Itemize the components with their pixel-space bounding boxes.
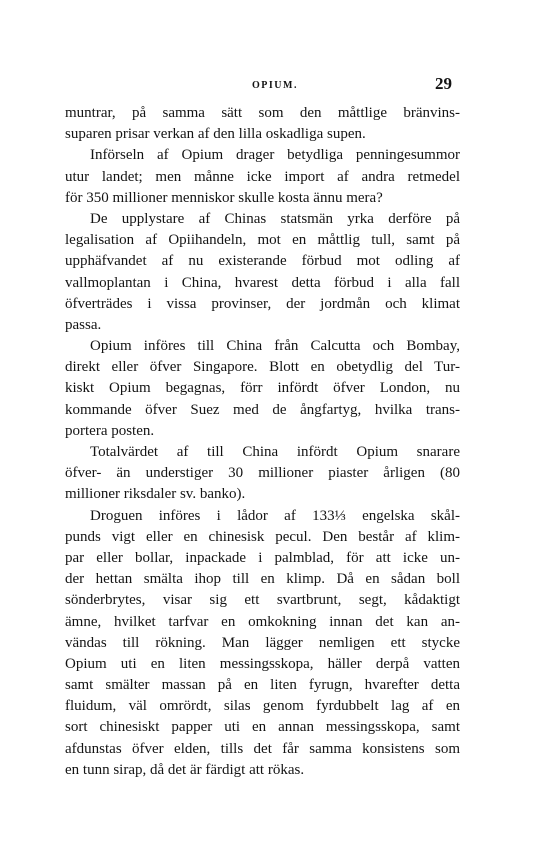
- text-line: der hettan smälta ihop till en klimp. Då en sådan boll: [65, 571, 460, 588]
- text-line: direkt eller öfver Singapore. Blott en obetydlig del Tur-: [65, 359, 460, 376]
- text-line: vändas till rökning. Man lägger nemligen ett stycke: [65, 634, 460, 651]
- body-text: [65, 103, 460, 781]
- running-head: OPIUM.: [252, 80, 298, 91]
- text-line: De upplystare af Chinas statsmän yrka derföre på: [90, 210, 460, 227]
- text-line: legalisation af Opiihandeln, mot en måttlig tull, samt på: [65, 232, 460, 249]
- text-line: portera posten.: [65, 422, 155, 439]
- text-line: muntrar, på samma sätt som den måttlige bränvins-: [65, 105, 460, 121]
- text-line: en tunn sirap, då det är färdigt att rökas.: [65, 761, 305, 778]
- text-line: för 350 millioner menniskor skulle kosta ännu mera?: [65, 189, 383, 206]
- text-line: Totalvärdet af till China infördt Opium snarare: [90, 444, 460, 460]
- text-line: sönderbrytes, visar sig ett svartbrunt, segt, kådaktigt: [65, 592, 460, 609]
- text-line: ämne, hvilket tarfvar en omkokning innan det kan an-: [65, 613, 460, 630]
- text-line: passa.: [65, 316, 102, 333]
- text-line: suparen prisar verkan af den lilla oskadliga supen.: [65, 126, 366, 143]
- text-line: Införseln af Opium drager betydliga penningesummor: [90, 147, 460, 164]
- text-line: öfverträdes i vissa provinser, der jordmån och klimat: [65, 295, 460, 312]
- text-line: sort chinesiskt papper uti en annan messingsskopa, samt: [65, 719, 460, 736]
- page-number: 29: [435, 74, 452, 93]
- text-line: afdunstas öfver elden, tills det får samma konsistens som: [65, 740, 460, 757]
- text-line: upphäfvandet af nu existerande förbud mot odling af: [65, 253, 460, 270]
- text-line: utur landet; men månne icke import af andra retmedel: [65, 168, 460, 185]
- text-line: kiskt Opium begagnas, förr infördt öfver London, nu: [65, 380, 460, 397]
- text-line: Opium införes till China från Calcutta och Bombay,: [90, 338, 460, 355]
- text-line: Opium uti en liten messingsskopa, häller derpå vatten: [65, 655, 460, 672]
- text-line: vallmoplantan i China, hvarest detta förbud i alla fall: [65, 274, 460, 291]
- text-line: Droguen införes i lådor af 133⅓ engelska skål-: [90, 507, 460, 524]
- text-line: punds vigt eller en chinesisk pecul. Den består af klim-: [65, 528, 460, 545]
- text-line: fluidum, väl omrördt, silas genom fyrdubbelt lag af en: [65, 698, 460, 715]
- text-line: kommande öfver Suez med de ångfartyg, hvilka trans-: [65, 401, 460, 418]
- text-line: par eller bollar, inpackade i palmblad, för att icke un-: [65, 549, 460, 566]
- text-line: samt smälter massan på en liten fyrugn, hvarefter detta: [65, 677, 460, 694]
- text-line: millioner riksdaler sv. banko).: [65, 486, 246, 503]
- text-line: öfver- än understiger 30 millioner piaster årligen (80: [65, 465, 460, 482]
